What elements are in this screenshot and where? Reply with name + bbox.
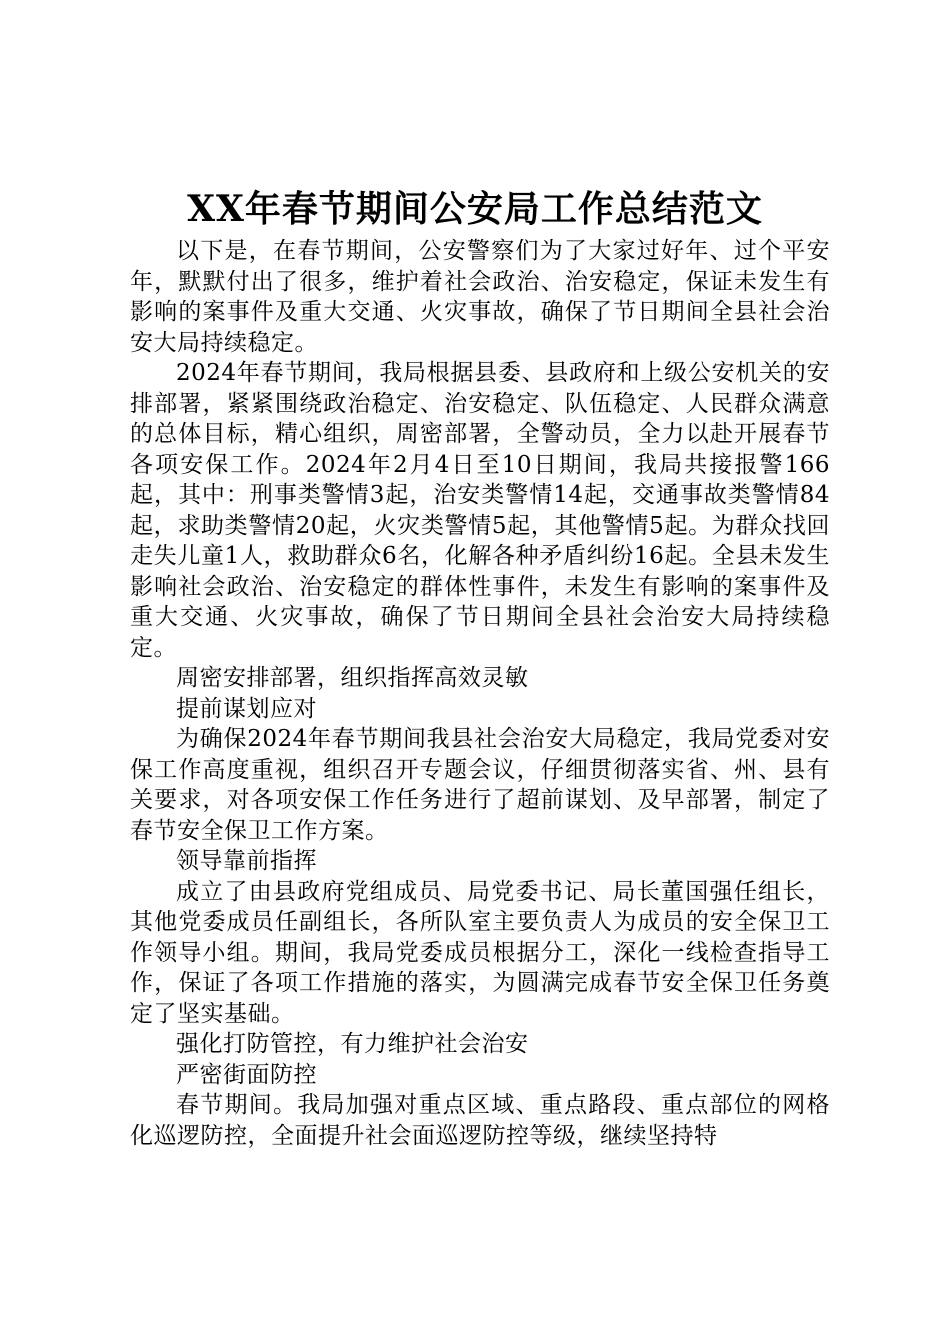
paragraph-leadership: 成立了由县政府党组成员、局党委书记、局长董国强任组长，其他党委成员任副组长，各所队室主要负责人为成员的安全保卫工作领导小组。期间，我局党委成员根据分工，深化一线检查指导工作，保证了各项工作措施的落实，为圆满完成春节安全保卫任务奠定了坚实基础。 bbox=[130, 878, 830, 1027]
section-heading-control: 强化打防管控，有力维护社会治安 bbox=[176, 1031, 529, 1057]
paragraph-summary: 2024年春节期间，我局根据县委、县政府和上级公安机关的安排部署，紧紧围绕政治稳定、治安稳定、队伍稳定、人民群众满意的总体目标，精心组织，周密部署，全警动员，全力以赴开展春节各项安保工作。2024年2月4日至10日期间，我局共接报警166起，其中：刑事类警情3起，治安类警情14起，交通事故类警情84起，求助类警情20起，火灾类警情5起，其他警情5起。为群众找回走失儿童1人，救助群众6名，化解各种矛盾纠纷16起。全县未发生影响社会政治、治安稳定的群体性事件，未发生有影响的案事件及重大交通、火灾事故，确保了节日期间全县社会治安大局持续稳定。 bbox=[130, 360, 830, 661]
subheading-leadership: 领导靠前指挥 bbox=[176, 848, 317, 874]
subheading-street-patrol: 严密街面防控 bbox=[176, 1061, 317, 1088]
paragraph-planning: 为确保2024年春节期间我县社会治安大局稳定，我局党委对安保工作高度重视，组织召开专题会议，仔细贯彻落实省、州、县有关要求，对各项安保工作任务进行了超前谋划、及早部署，制定了春节安全保卫工作方案。 bbox=[130, 726, 830, 844]
document-title: XX年春节期间公安局工作总结范文 bbox=[187, 188, 763, 230]
section-heading-deployment: 周密安排部署，组织指挥高效灵敏 bbox=[176, 665, 529, 691]
document-body bbox=[130, 236, 830, 1151]
subheading-planning: 提前谋划应对 bbox=[176, 695, 317, 722]
paragraph-street-patrol: 春节期间。我局加强对重点区域、重点路段、重点部位的网格化巡逻防控，全面提升社会面巡逻防控等级，继续坚持特 bbox=[130, 1092, 830, 1149]
paragraph-intro: 以下是，在春节期间，公安警察们为了大家过好年、过个平安年，默默付出了很多，维护着社会政治、治安稳定，保证未发生有影响的案事件及重大交通、火灾事故，确保了节日期间全县社会治安大局持续稳定。 bbox=[130, 238, 830, 356]
